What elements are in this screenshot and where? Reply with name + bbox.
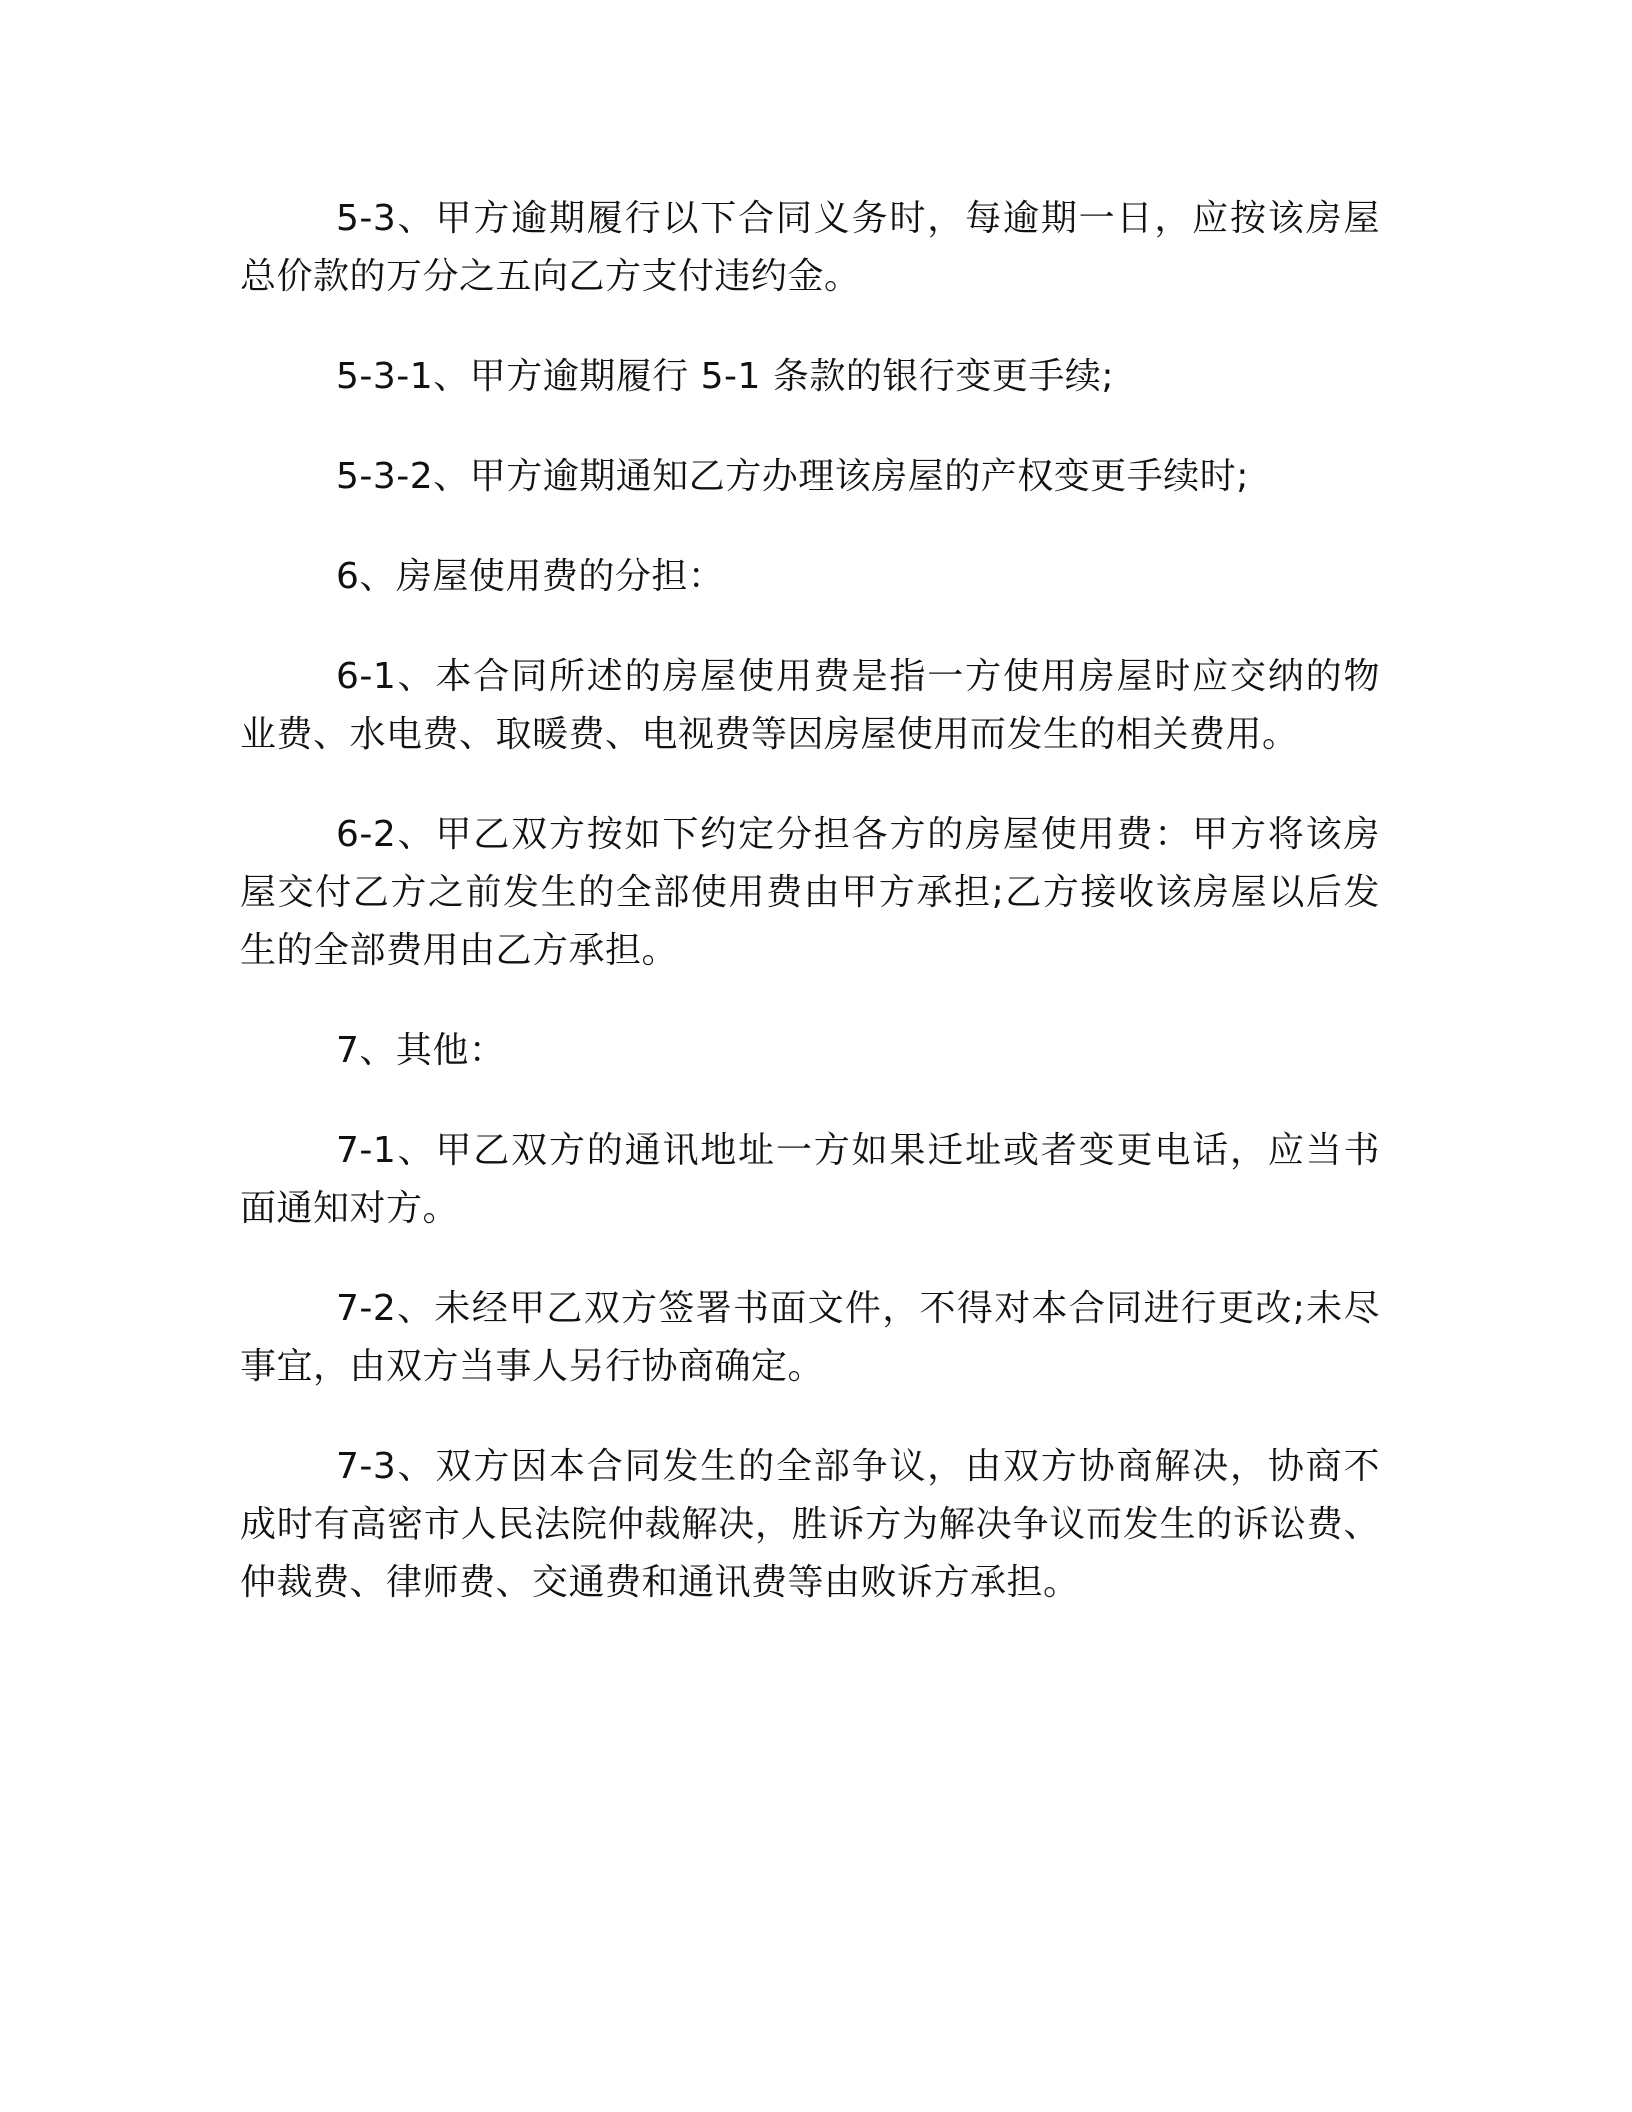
clause-7-1: 7-1、甲乙双方的通讯地址一方如果迁址或者变更电话，应当书面通知对方。	[240, 1130, 1380, 1229]
clause-6-2: 6-2、甲乙双方按如下约定分担各方的房屋使用费：甲方将该房屋交付乙方之前发生的全部使用费由甲方承担;乙方接收该房屋以后发生的全部费用由乙方承担。	[240, 814, 1380, 971]
section-6-heading: 6、房屋使用费的分担：	[336, 556, 725, 597]
clause-5-3-2: 5-3-2、甲方逾期通知乙方办理该房屋的产权变更手续时;	[336, 456, 1249, 497]
clause-5-3: 5-3、甲方逾期履行以下合同义务时，每逾期一日，应按该房屋总价款的万分之五向乙方支付违约金。	[240, 198, 1380, 297]
document-body	[240, 190, 1380, 1654]
clause-6-1: 6-1、本合同所述的房屋使用费是指一方使用房屋时应交纳的物业费、水电费、取暖费、电视费等因房屋使用而发生的相关费用。	[240, 656, 1380, 755]
clause-7-3: 7-3、双方因本合同发生的全部争议，由双方协商解决，协商不成时有高密市人民法院仲裁解决，胜诉方为解决争议而发生的诉讼费、仲裁费、律师费、交通费和通讯费等由败诉方承担。	[240, 1446, 1380, 1603]
clause-7-2: 7-2、未经甲乙双方签署书面文件，不得对本合同进行更改;未尽事宜，由双方当事人另行协商确定。	[240, 1288, 1380, 1387]
clause-5-3-1: 5-3-1、甲方逾期履行 5-1 条款的银行变更手续;	[336, 356, 1115, 397]
section-7-heading: 7、其他：	[336, 1030, 506, 1071]
